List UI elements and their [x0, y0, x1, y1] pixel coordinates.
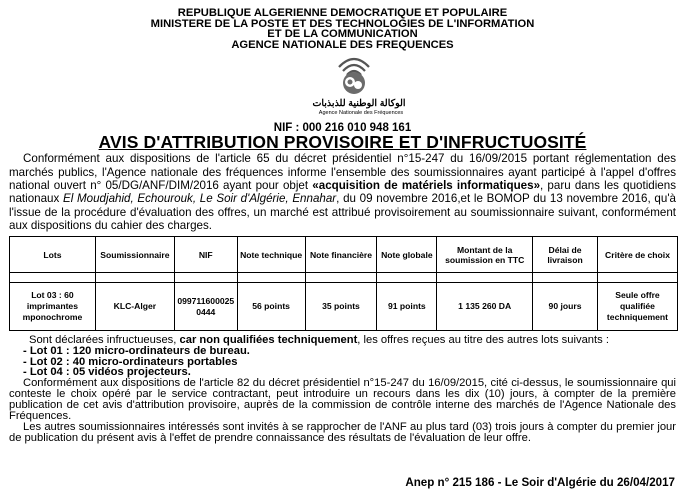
infructuous-reason: car non qualifiées techniquement [179, 334, 358, 347]
header-block [9, 8, 676, 50]
publication-footer: Anep n° 215 186 - Le Soir d'Algérie du 26/04/2017 [405, 476, 675, 489]
header-line-communication: ET DE LA COMMUNICATION [267, 28, 418, 41]
list-item: - Lot 01 : 120 micro-ordinateurs de bureau. [23, 345, 250, 358]
infructuous-text-1: Sont déclarées infructueuses, [29, 334, 180, 347]
cell-lot: Lot 03 : 60 imprimantes mponochrome [10, 283, 96, 331]
cell-global-score: 91 points [377, 283, 437, 331]
list-item: - Lot 02 : 40 micro-ordinateurs portables [23, 355, 238, 368]
col-header: Soumissionnaire [95, 237, 174, 273]
logo-french-text: Agence Nationale des Fréquences [318, 110, 404, 117]
results-table [9, 236, 678, 331]
table-spacer-row [10, 273, 678, 283]
intro-object: «acquisition de matériels informatiques» [312, 178, 541, 192]
intro-text-2: , paru dans les quotidiens nationaux [9, 178, 676, 206]
header-line-ministry: MINISTERE DE LA POSTE ET DES TECHNOLOGIES DE L'INFORMATION [150, 17, 535, 30]
page-title: AVIS D'ATTRIBUTION PROVISOIRE ET D'INFRUCTUOSITÉ [98, 132, 587, 153]
col-header: Lots [10, 237, 96, 273]
col-header: Délai de livraison [533, 237, 598, 273]
invitation-paragraph: Les autres soumissionnaires intéressés sont invités à se rapprocher de l'ANF au plus tard (03) trois jours à compter du premier jour de publication du présent avis à l'effet de prendre connaissance des résultats de l'évaluation de leur offre. [9, 420, 676, 444]
header-line-agency: AGENCE NATIONALE DES FREQUENCES [231, 38, 454, 51]
cell-amount: 1 135 260 DA [437, 283, 533, 331]
cell-technical-score: 56 points [237, 283, 305, 331]
cell-criterion: Seule offre qualifiée techniquement [597, 283, 677, 331]
anf-logo-icon [331, 53, 377, 99]
appeal-paragraph: Conformément aux dispositions de l'article 82 du décret présidentiel n°15-247 du 16/09/2015, cité ci-dessus, le soumissionnaire qui conteste le choix opéré par le service contractant, peut introduire un recours dans les dix (10) jours, à compter de la première publication de cet avis d'attribution provisoire, auprès de la commission de contrôle interne des marchés de l'Agence Nationale des Fréquences. [9, 376, 676, 422]
header-line-republic: REPUBLIQUE ALGERIENNE DEMOCRATIQUE ET POPULAIRE [177, 7, 508, 19]
infructuous-text-2: , les offres reçues au titre des autres lots suivants : [357, 334, 609, 347]
col-header: Note technique [237, 237, 305, 273]
cell-bidder: KLC-Alger [95, 283, 174, 331]
col-header: Note globale [377, 237, 437, 273]
col-header: Critère de choix [597, 237, 677, 273]
col-header: Note financière [305, 237, 377, 273]
cell-nif: 0997116000250444 [174, 283, 237, 331]
cell-delivery: 90 jours [533, 283, 598, 331]
list-item: - Lot 04 : 05 vidéos projecteurs. [23, 366, 191, 379]
logo [9, 53, 676, 123]
intro-text-3: , du 09 novembre 2016,et le BOMOP du 13 novembre 2016, qu'à l'issue de la procédure d'évaluation des offres, un marché est attribué provisoirement au soumissionnaire suivant, conformément aux dispositions du cahier des charges. [9, 192, 676, 232]
col-header: NIF [174, 237, 237, 273]
table-header-row [10, 237, 678, 273]
table-row [10, 283, 678, 331]
col-header: Montant de la soumission en TTC [437, 237, 533, 273]
logo-arabic-text: الوكالة الوطنية للذبذبات [312, 98, 406, 110]
intro-paragraph [9, 152, 676, 232]
cell-financial-score: 35 points [305, 283, 377, 331]
intro-newspapers: El Moudjahid, Echourouk, Le Soir d'Algérie, Ennahar [62, 192, 337, 206]
intro-text-1: Conformément aux dispositions de l'article 65 du décret présidentiel n°15-247 du 16/09/2015 portant réglementation des marchés publics, l'Agence nationale des fréquences informe l'ensemble des soumissionnaires ayant participé à l'appel d'offres national ouvert n° 05/DG/ANF/DIM/2016 ayant pour objet [9, 152, 676, 192]
nif-line: NIF : 000 216 010 948 161 [273, 122, 412, 135]
